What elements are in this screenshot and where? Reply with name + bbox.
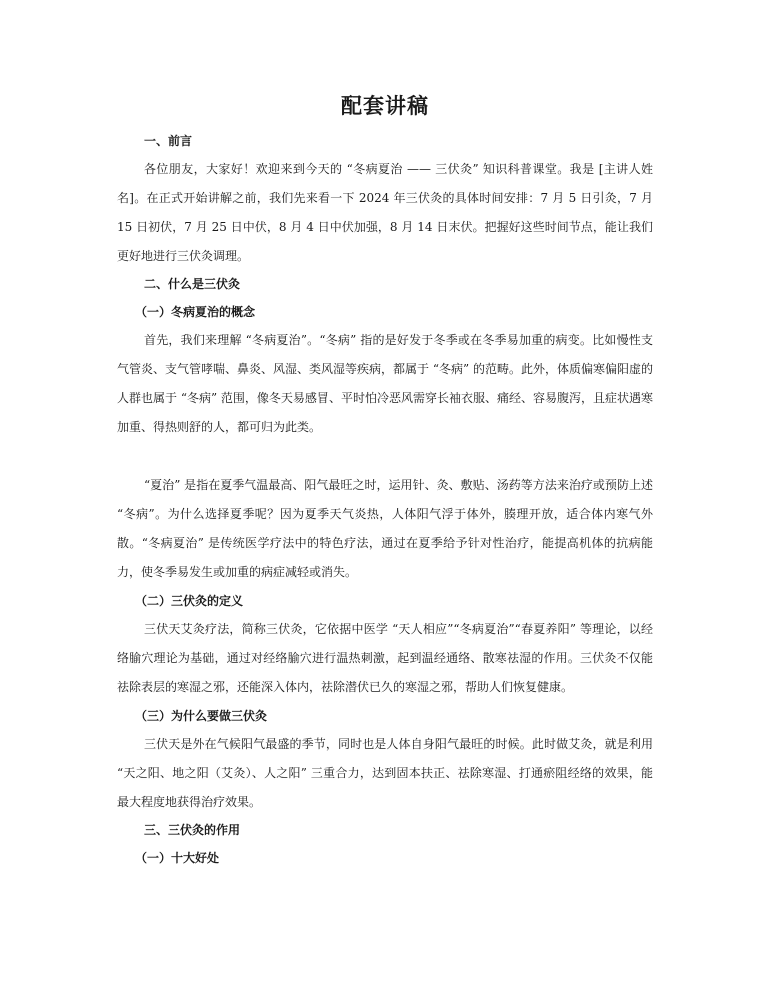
paragraph-summer-treatment: “夏治” 是指在夏季气温最高、阳气最旺之时，运用针、灸、敷贴、汤药等方法来治疗或预防上述 “冬病”。为什么选择夏季呢？因为夏季天气炎热，人体阳气浮于体外，腠理开放，适合体内寒气外散。“冬病夏治” 是传统医学疗法中的特色疗法，通过在夏季给予针对性治疗，能提高机体的抗病能力，使冬季易发生或加重的病症减轻或消失。 (117, 478, 653, 579)
page-title: 配套讲稿 (341, 94, 429, 118)
subsection-heading-definition: （二）三伏灸的定义 (135, 594, 244, 608)
blank-line (117, 442, 653, 471)
paragraph-definition: 三伏天艾灸疗法，简称三伏灸，它依据中医学 “天人相应”“冬病夏治”“春夏养阳” 等理论，以经络腧穴理论为基础，通过对经络腧穴进行温热刺激，起到温经通络、散寒祛湿的作用。三伏灸不仅能祛除表层的寒湿之邪，还能深入体内，祛除潜伏已久的寒湿之邪，帮助人们恢复健康。 (117, 622, 653, 694)
subsection-heading-concept: （一）冬病夏治的概念 (135, 305, 256, 319)
paragraph-why: 三伏天是外在气候阳气最盛的季节，同时也是人体自身阳气最旺的时候。此时做艾灸，就是利用 “天之阳、地之阳（艾灸）、人之阳” 三重合力，达到固本扶正、祛除寒湿、打通瘀阻经络的效果，能最大程度地获得治疗效果。 (117, 737, 653, 809)
subsection-heading-benefits: （一）十大好处 (135, 851, 220, 865)
paragraph-intro: 各位朋友，大家好！欢迎来到今天的 “冬病夏治 —— 三伏灸” 知识科普课堂。我是 [主讲人姓名]。在正式开始讲解之前，我们先来看一下 2024 年三伏灸的具体时间安排：7 月 5 日引灸，7 月 15 日初伏，7 月 25 日中伏，8 月 4 日中伏加强，8 月 14 日末伏。把握好这些时间节点，能让我们更好地进行三伏灸调理。 (117, 162, 653, 263)
section-heading-what-is: 二、什么是三伏灸 (144, 277, 241, 291)
document-body (117, 128, 653, 872)
paragraph-winter-disease: 首先，我们来理解 “冬病夏治”。“冬病” 指的是好发于冬季或在冬季易加重的病变。比如慢性支气管炎、支气管哮喘、鼻炎、风湿、类风湿等疾病，都属于 “冬病” 的范畴。此外，体质偏寒偏阳虚的人群也属于 “冬病” 范围，像冬天易感冒、平时怕冷恶风需穿长袖衣服、痛经、容易腹泻，且症状遇寒加重、得热则舒的人，都可归为此类。 (117, 333, 653, 434)
subsection-heading-why: （三）为什么要做三伏灸 (135, 709, 268, 723)
section-heading-effects: 三、三伏灸的作用 (144, 823, 241, 837)
section-heading-intro: 一、前言 (144, 134, 193, 148)
